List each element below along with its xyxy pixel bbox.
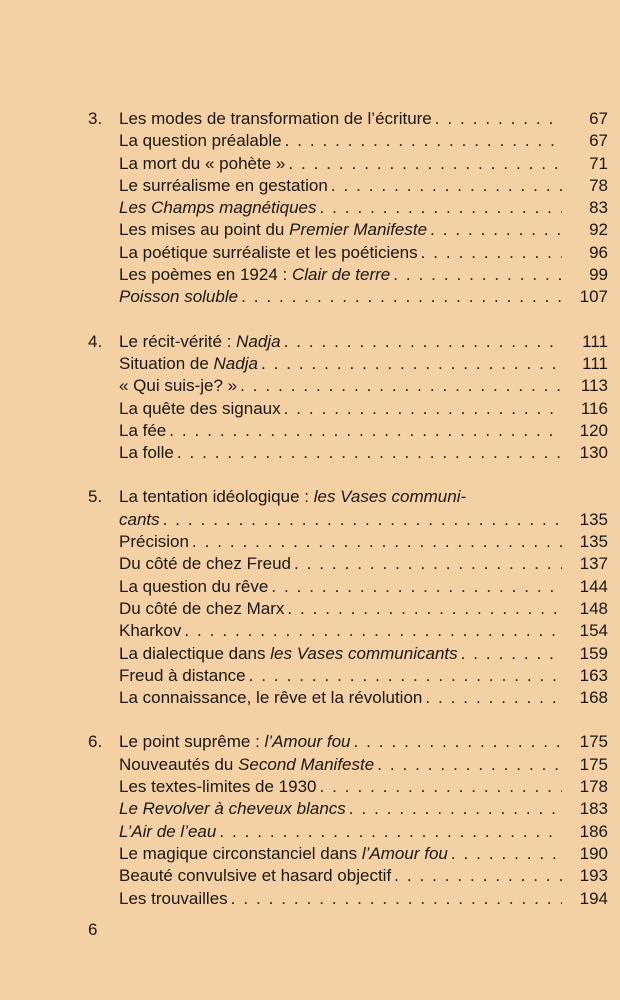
entry-title-italic: les Vases communi- <box>313 487 467 507</box>
entry-body <box>119 620 608 642</box>
toc-entry <box>88 643 608 665</box>
toc-chapter <box>88 731 608 909</box>
dot-leader <box>184 620 562 642</box>
entry-title-part: « Qui suis-je? » <box>119 376 238 396</box>
chapter-number: 6. <box>88 732 103 752</box>
entry-title <box>119 731 351 753</box>
dot-leader <box>284 398 562 420</box>
chapter-number: 5. <box>88 487 103 507</box>
entry-body <box>119 776 608 798</box>
entry-body <box>119 108 608 130</box>
chapter-number: 4. <box>88 331 103 351</box>
entry-body <box>119 687 608 709</box>
entry-page-number: 175 <box>579 754 608 774</box>
entry-title-part: Le surréalisme en gestation <box>119 175 328 195</box>
toc-entry <box>88 420 608 442</box>
dot-leader <box>177 442 562 464</box>
toc-entry <box>88 687 608 709</box>
entry-title-part: La folle <box>119 443 174 463</box>
dot-leader <box>240 375 562 397</box>
entry-title <box>119 331 281 353</box>
entry-body <box>119 442 608 464</box>
entry-title-part: La poétique surréaliste et les poéticiens <box>119 242 418 262</box>
entry-title-part: Les textes-limites de 1930 <box>119 777 317 797</box>
dot-leader <box>349 798 562 820</box>
entry-body <box>119 731 608 753</box>
toc-entry <box>88 197 608 219</box>
entry-body <box>119 821 608 843</box>
entry-title-part: Les poèmes en 1924 : <box>119 265 292 285</box>
entry-page-number: 135 <box>579 509 608 529</box>
entry-body <box>119 353 608 375</box>
entry-title-part: Nouveautés du <box>119 754 239 774</box>
toc-entry <box>88 219 608 241</box>
entry-title <box>119 776 317 798</box>
entry-page-number: 71 <box>589 153 608 173</box>
entry-title <box>119 821 216 843</box>
entry-page-number: 183 <box>579 799 608 819</box>
entry-page-number: 111 <box>582 331 608 351</box>
entry-title-part: La connaissance, le rêve et la révolution <box>119 688 423 708</box>
dot-leader <box>169 420 562 442</box>
entry-title-part: La mort du « pohète » <box>119 153 286 173</box>
toc-entry <box>88 731 608 753</box>
entry-title-part: Situation de <box>119 353 214 373</box>
entry-body <box>119 553 608 575</box>
entry-page-number: 148 <box>579 598 608 618</box>
toc-entry <box>88 286 608 308</box>
entry-body <box>119 153 608 175</box>
toc-entry <box>88 331 608 353</box>
dot-leader <box>451 843 562 865</box>
entry-body <box>119 197 608 219</box>
toc-entry <box>88 821 608 843</box>
entry-page-number: 78 <box>589 175 608 195</box>
entry-title-italic: les Vases communicants <box>270 643 458 663</box>
entry-body <box>119 420 608 442</box>
dot-leader <box>377 754 562 776</box>
entry-page-number: 144 <box>579 576 608 596</box>
dot-leader <box>320 776 563 798</box>
entry-title <box>119 197 317 219</box>
entry-page-number: 159 <box>579 643 608 663</box>
dot-leader <box>284 331 562 353</box>
entry-title-italic: L’Air de l’eau <box>119 821 217 841</box>
entry-title-part: La tentation idéologique : <box>119 487 314 507</box>
dot-leader <box>421 242 562 264</box>
page-number: 6 <box>88 920 98 939</box>
entry-title-part: La question du rêve <box>119 576 269 596</box>
entry-title-part: Beauté convulsive et hasard objectif <box>119 866 392 886</box>
dot-leader <box>192 531 562 553</box>
entry-page-number: 111 <box>582 353 608 373</box>
entry-page-number: 137 <box>579 554 608 574</box>
entry-body <box>119 375 608 397</box>
entry-page-number: 99 <box>589 265 608 285</box>
entry-title <box>119 442 174 464</box>
entry-body <box>119 865 608 887</box>
toc-entry <box>88 175 608 197</box>
entry-title <box>119 219 427 241</box>
entry-body <box>119 576 608 598</box>
dot-leader <box>288 153 562 175</box>
entry-title-part: Précision <box>119 532 189 552</box>
toc-entry <box>88 486 608 508</box>
entry-title-italic: Le Revolver à cheveux blancs <box>119 799 346 819</box>
entry-title-italic: Clair de terre <box>291 265 391 285</box>
entry-title-part: Du côté de chez Freud <box>119 554 291 574</box>
toc-entry <box>88 509 608 531</box>
dot-leader <box>219 821 562 843</box>
dot-leader <box>331 175 562 197</box>
entry-title-italic: Nadja <box>213 353 258 373</box>
toc-entry <box>88 264 608 286</box>
entry-title <box>119 687 422 709</box>
toc-entry <box>88 776 608 798</box>
entry-page-number: 135 <box>579 532 608 552</box>
dot-leader <box>354 731 562 753</box>
entry-title <box>119 576 268 598</box>
entry-page-number: 175 <box>579 732 608 752</box>
entry-page-number: 120 <box>579 420 608 440</box>
entry-title-part: Le point suprême : <box>119 732 265 752</box>
dot-leader <box>249 665 562 687</box>
chapter-number: 3. <box>88 109 103 128</box>
entry-body <box>119 286 608 308</box>
toc-entry <box>88 888 608 910</box>
entry-body <box>119 509 608 531</box>
dot-leader <box>287 598 562 620</box>
entry-body <box>119 665 608 687</box>
dot-leader <box>394 865 562 887</box>
dot-leader <box>425 687 562 709</box>
dot-leader <box>241 286 562 308</box>
entry-title <box>119 843 448 865</box>
toc-entry <box>88 865 608 887</box>
entry-title <box>119 130 282 152</box>
toc-entry <box>88 598 608 620</box>
entry-page-number: 154 <box>579 621 608 641</box>
entry-title <box>119 665 246 687</box>
dot-leader <box>261 353 562 375</box>
toc-chapter <box>88 486 608 709</box>
toc-chapter <box>88 108 608 309</box>
entry-title-italic: l’Amour fou <box>264 732 351 752</box>
entry-title-part: Du côté de chez Marx <box>119 598 285 618</box>
toc-entry <box>88 398 608 420</box>
toc-entry <box>88 754 608 776</box>
toc-entry <box>88 353 608 375</box>
dot-leader <box>393 264 562 286</box>
entry-body <box>119 888 608 910</box>
entry-page-number: 96 <box>589 242 608 262</box>
entry-title <box>119 553 291 575</box>
toc-entry <box>88 798 608 820</box>
entry-page-number: 116 <box>580 398 608 418</box>
entry-title-italic: Nadja <box>236 331 281 351</box>
entry-body <box>119 219 608 241</box>
dot-leader <box>320 197 562 219</box>
entry-title <box>119 353 258 375</box>
entry-title-part: Kharkov <box>119 621 182 641</box>
entry-body <box>119 754 608 776</box>
toc-entry <box>88 242 608 264</box>
entry-title-italic: Premier Manifeste <box>289 220 428 240</box>
toc-entry <box>88 442 608 464</box>
toc-entry <box>88 620 608 642</box>
dot-leader <box>294 553 562 575</box>
entry-page-number: 194 <box>579 888 608 908</box>
entry-title <box>119 865 391 887</box>
entry-title-part: La quête des signaux <box>119 398 281 418</box>
entry-title-italic: l’Amour fou <box>361 843 448 863</box>
entry-title <box>119 286 238 308</box>
entry-body <box>119 843 608 865</box>
entry-body <box>119 398 608 420</box>
entry-page-number: 130 <box>579 443 608 463</box>
toc-entry <box>88 843 608 865</box>
toc-entry <box>88 130 608 152</box>
dot-leader <box>435 108 562 130</box>
entry-title <box>119 598 284 620</box>
toc-entry <box>88 108 608 130</box>
entry-title-part: Le récit-vérité : <box>119 331 237 351</box>
entry-title-part: La dialectique dans <box>119 643 271 663</box>
dot-leader <box>461 643 562 665</box>
entry-page-number: 178 <box>579 777 608 797</box>
entry-body <box>119 175 608 197</box>
entry-title <box>119 754 374 776</box>
entry-body <box>119 331 608 353</box>
entry-page-number: 163 <box>579 665 608 685</box>
entry-title <box>119 620 181 642</box>
entry-title <box>119 242 418 264</box>
entry-body <box>119 531 608 553</box>
entry-title-italic: Poisson soluble <box>119 287 239 307</box>
entry-page-number: 113 <box>580 376 608 396</box>
entry-page-number: 193 <box>579 866 608 886</box>
table-of-contents <box>88 108 608 932</box>
entry-title <box>119 643 458 665</box>
entry-title-part: Les mises au point du <box>119 220 290 240</box>
toc-entry <box>88 375 608 397</box>
entry-title-italic: Second Manifeste <box>238 754 375 774</box>
entry-title <box>119 509 160 531</box>
entry-page-number: 92 <box>589 220 608 240</box>
entry-title <box>119 420 166 442</box>
entry-page-number: 67 <box>589 131 608 151</box>
entry-body <box>119 242 608 264</box>
entry-page-number: 186 <box>579 821 608 841</box>
entry-body <box>119 486 608 508</box>
entry-title-part: Les trouvailles <box>119 888 228 908</box>
entry-title-part: Les modes de transformation de l’écriture <box>119 109 432 128</box>
entry-page-number: 83 <box>589 198 608 218</box>
entry-title-part: Freud à distance <box>119 665 246 685</box>
dot-leader <box>231 888 562 910</box>
entry-body <box>119 598 608 620</box>
dot-leader <box>271 576 562 598</box>
entry-page-number: 168 <box>579 688 608 708</box>
entry-body <box>119 130 608 152</box>
entry-title-part: La fée <box>119 420 167 440</box>
entry-title-italic: cants <box>119 509 160 529</box>
entry-title <box>119 375 237 397</box>
entry-title-italic: Les Champs magnétiques <box>119 198 317 218</box>
entry-title <box>119 264 390 286</box>
entry-title <box>119 486 608 508</box>
entry-title-part: La question préalable <box>119 131 282 151</box>
toc-entry <box>88 153 608 175</box>
entry-title <box>119 153 285 175</box>
dot-leader <box>430 219 562 241</box>
toc-entry <box>88 531 608 553</box>
entry-title <box>119 888 228 910</box>
entry-page-number: 190 <box>579 843 608 863</box>
toc-entry <box>88 576 608 598</box>
entry-title-part: Le magique circonstanciel dans <box>119 843 362 863</box>
toc-chapter <box>88 331 608 465</box>
entry-title <box>119 398 281 420</box>
entry-body <box>119 264 608 286</box>
entry-page-number: 67 <box>589 109 608 128</box>
toc-entry <box>88 665 608 687</box>
dot-leader <box>163 509 562 531</box>
toc-entry <box>88 553 608 575</box>
entry-body <box>119 798 608 820</box>
entry-title <box>119 531 189 553</box>
entry-title <box>119 108 432 130</box>
entry-page-number: 107 <box>579 287 608 307</box>
entry-body <box>119 643 608 665</box>
dot-leader <box>285 130 562 152</box>
entry-title <box>119 798 346 820</box>
entry-title <box>119 175 328 197</box>
